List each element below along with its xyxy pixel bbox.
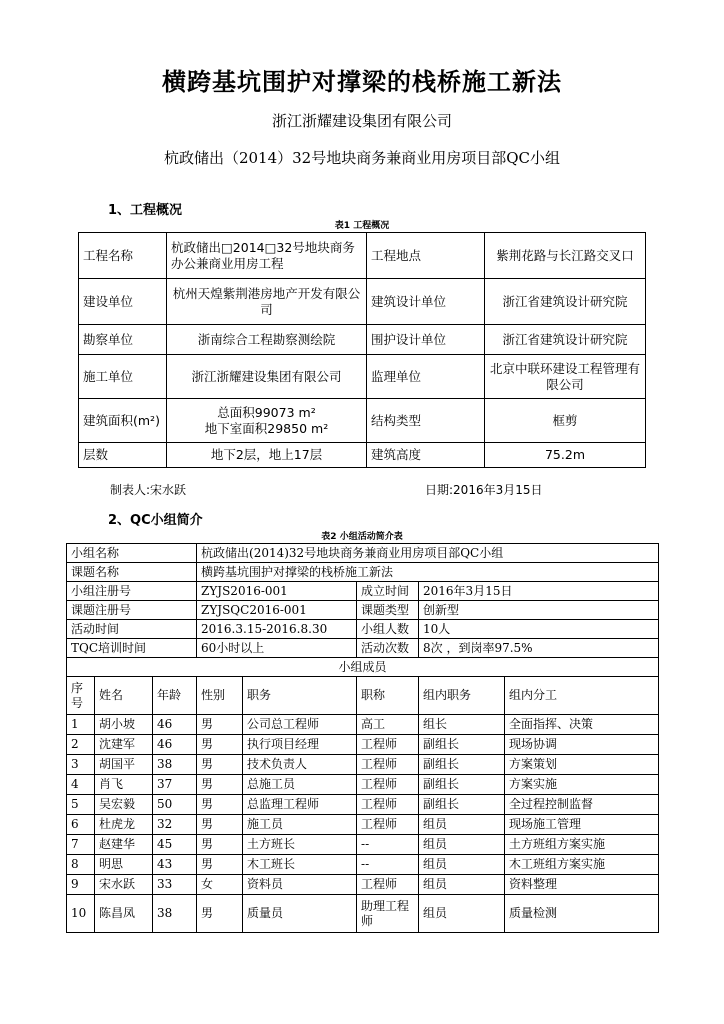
member-cell: 组员	[419, 855, 505, 875]
member-row	[67, 895, 659, 933]
member-cell: 43	[153, 855, 197, 875]
member-cell: 组员	[419, 895, 505, 933]
table-cell: 工程地点	[367, 233, 485, 279]
table-cell: 紫荆花路与长江路交叉口	[485, 233, 646, 279]
table-cell: 小组名称	[67, 544, 197, 563]
table-cell: 层数	[79, 443, 167, 468]
table-cell: 建筑设计单位	[367, 279, 485, 325]
member-cell: 总监理工程师	[243, 795, 357, 815]
table1-caption: 表1 工程概况	[334, 221, 390, 231]
member-cell: 资料员	[243, 875, 357, 895]
member-cell: 2	[67, 735, 95, 755]
member-cell: 副组长	[419, 775, 505, 795]
company-name: 浙江浙耀建设集团有限公司	[271, 112, 452, 130]
table-cell: 小组人数	[357, 620, 419, 639]
member-cell: 宋水跃	[95, 875, 153, 895]
member-cell: 9	[67, 875, 95, 895]
member-cell: 工程师	[357, 775, 419, 795]
project-overview-table	[78, 232, 646, 468]
table-row	[79, 443, 646, 468]
member-cell: 男	[197, 895, 243, 933]
table-cell: 75.2m	[485, 443, 646, 468]
table-row	[79, 399, 646, 443]
member-cell: 方案策划	[505, 755, 659, 775]
table-row	[67, 582, 659, 601]
member-cell: 现场协调	[505, 735, 659, 755]
table2-caption: 表2 小组活动简介表	[321, 532, 403, 542]
section-heading-qc: 2、QC小组简介	[108, 513, 203, 528]
member-cell: 7	[67, 835, 95, 855]
member-cell: 助理工程师	[357, 895, 419, 933]
member-cell: 组员	[419, 875, 505, 895]
table-cell: 成立时间	[357, 582, 419, 601]
member-cell: 副组长	[419, 735, 505, 755]
table-cell: ZYJS2016-001	[197, 582, 357, 601]
member-cell: 3	[67, 755, 95, 775]
member-cell: 质量检测	[505, 895, 659, 933]
table-cell: 课题名称	[67, 563, 197, 582]
table-cell: 杭政储出□2014□32号地块商务办公兼商业用房工程	[167, 233, 367, 279]
member-row	[67, 875, 659, 895]
member-cell: 高工	[357, 715, 419, 735]
member-row	[67, 715, 659, 735]
member-cell: 公司总工程师	[243, 715, 357, 735]
member-cell: 工程师	[357, 815, 419, 835]
member-row	[67, 835, 659, 855]
member-cell: 组员	[419, 835, 505, 855]
member-cell: 38	[153, 895, 197, 933]
header-cell: 性别	[197, 677, 243, 715]
table-cell: 浙江浙耀建设集团有限公司	[167, 355, 367, 399]
member-cell: 男	[197, 735, 243, 755]
member-cell: 组长	[419, 715, 505, 735]
table-cell: 创新型	[419, 601, 659, 620]
table-cell: 活动次数	[357, 639, 419, 658]
member-cell: 陈昌凤	[95, 895, 153, 933]
member-cell: 工程师	[357, 875, 419, 895]
table-row	[79, 355, 646, 399]
member-row	[67, 855, 659, 875]
table-cell: 2016.3.15-2016.8.30	[197, 620, 357, 639]
member-cell: 8	[67, 855, 95, 875]
table-row	[67, 658, 659, 677]
member-row	[67, 795, 659, 815]
member-cell: 5	[67, 795, 95, 815]
member-cell: 46	[153, 735, 197, 755]
member-cell: 木工班组方案实施	[505, 855, 659, 875]
member-row	[67, 815, 659, 835]
member-cell: 1	[67, 715, 95, 735]
table-cell: ZYJSQC2016-001	[197, 601, 357, 620]
table-cell: 浙南综合工程勘察测绘院	[167, 325, 367, 355]
preparer: 制表人:宋水跃	[110, 483, 187, 497]
table-cell: 杭政储出(2014)32号地块商务兼商业用房项目部QC小组	[197, 544, 659, 563]
member-cell: 全过程控制监督	[505, 795, 659, 815]
table-row	[67, 639, 659, 658]
table-cell: 2016年3月15日	[419, 582, 659, 601]
member-cell: 沈建军	[95, 735, 153, 755]
member-cell: 副组长	[419, 755, 505, 775]
member-row	[67, 775, 659, 795]
member-cell: 吴宏毅	[95, 795, 153, 815]
member-cell: 工程师	[357, 735, 419, 755]
member-cell: 38	[153, 755, 197, 775]
table-cell: 勘察单位	[79, 325, 167, 355]
qc-group-table	[66, 543, 659, 933]
table-row	[79, 279, 646, 325]
members-title: 小组成员	[67, 658, 659, 677]
table-cell: 工程名称	[79, 233, 167, 279]
table-cell: 结构类型	[367, 399, 485, 443]
member-cell: 10	[67, 895, 95, 933]
table-row	[67, 563, 659, 582]
table-cell: 建筑面积(m²)	[79, 399, 167, 443]
table-cell: 浙江省建筑设计研究院	[485, 325, 646, 355]
table-cell: 活动时间	[67, 620, 197, 639]
member-cell: 32	[153, 815, 197, 835]
header-cell: 姓名	[95, 677, 153, 715]
table-cell: 监理单位	[367, 355, 485, 399]
member-cell: 技术负责人	[243, 755, 357, 775]
member-cell: 46	[153, 715, 197, 735]
member-row	[67, 755, 659, 775]
table-cell: 围护设计单位	[367, 325, 485, 355]
member-cell: 胡小坡	[95, 715, 153, 735]
table-cell: 课题类型	[357, 601, 419, 620]
header-cell: 职务	[243, 677, 357, 715]
table-row	[79, 325, 646, 355]
member-cell: --	[357, 835, 419, 855]
section-heading-overview: 1、工程概况	[108, 203, 183, 218]
member-cell: 男	[197, 755, 243, 775]
member-cell: 37	[153, 775, 197, 795]
member-cell: 6	[67, 815, 95, 835]
header-cell: 职称	[357, 677, 419, 715]
member-cell: 50	[153, 795, 197, 815]
member-cell: 男	[197, 795, 243, 815]
header-cell: 年龄	[153, 677, 197, 715]
member-cell: 45	[153, 835, 197, 855]
member-cell: 木工班长	[243, 855, 357, 875]
member-cell: 工程师	[357, 755, 419, 775]
member-cell: 肖飞	[95, 775, 153, 795]
member-cell: 33	[153, 875, 197, 895]
member-cell: 胡国平	[95, 755, 153, 775]
table-header-row	[67, 677, 659, 715]
table-cell: 北京中联环建设工程管理有限公司	[485, 355, 646, 399]
member-cell: 方案实施	[505, 775, 659, 795]
member-cell: --	[357, 855, 419, 875]
table-cell: 杭州天煌紫荆港房地产开发有限公司	[167, 279, 367, 325]
qc-group-name: 杭政储出（2014）32号地块商务兼商业用房项目部QC小组	[163, 149, 561, 167]
date: 日期:2016年3月15日	[425, 483, 543, 497]
document-title: 横跨基坑围护对撑梁的栈桥施工新法	[162, 68, 562, 96]
member-cell: 质量员	[243, 895, 357, 933]
header-cell: 组内职务	[419, 677, 505, 715]
member-cell: 组员	[419, 815, 505, 835]
table-cell: 浙江省建筑设计研究院	[485, 279, 646, 325]
member-cell: 全面指挥、决策	[505, 715, 659, 735]
member-cell: 工程师	[357, 795, 419, 815]
member-cell: 总施工员	[243, 775, 357, 795]
table-cell: 框剪	[485, 399, 646, 443]
table-cell: 总面积99073 m² 地下室面积29850 m²	[167, 399, 367, 443]
member-cell: 执行项目经理	[243, 735, 357, 755]
table-cell: 8次 ，到岗率97.5%	[419, 639, 659, 658]
member-cell: 男	[197, 715, 243, 735]
table-row	[67, 601, 659, 620]
table-row	[79, 233, 646, 279]
table-cell: 建筑高度	[367, 443, 485, 468]
table-cell: 小组注册号	[67, 582, 197, 601]
member-cell: 副组长	[419, 795, 505, 815]
table-cell: 60小时以上	[197, 639, 357, 658]
member-cell: 男	[197, 815, 243, 835]
table-cell: 10人	[419, 620, 659, 639]
member-cell: 杜虎龙	[95, 815, 153, 835]
header-cell: 序号	[67, 677, 95, 715]
header-cell: 组内分工	[505, 677, 659, 715]
member-cell: 4	[67, 775, 95, 795]
member-cell: 赵建华	[95, 835, 153, 855]
table-cell: 建设单位	[79, 279, 167, 325]
table-row	[67, 544, 659, 563]
table-cell: TQC培训时间	[67, 639, 197, 658]
member-cell: 土方班组方案实施	[505, 835, 659, 855]
member-cell: 女	[197, 875, 243, 895]
member-cell: 施工员	[243, 815, 357, 835]
table-cell: 横跨基坑围护对撑梁的栈桥施工新法	[197, 563, 659, 582]
table-cell: 课题注册号	[67, 601, 197, 620]
member-rows	[67, 715, 659, 933]
member-cell: 土方班长	[243, 835, 357, 855]
member-cell: 资料整理	[505, 875, 659, 895]
table-row	[67, 620, 659, 639]
member-cell: 男	[197, 855, 243, 875]
member-row	[67, 735, 659, 755]
member-cell: 男	[197, 835, 243, 855]
member-cell: 明思	[95, 855, 153, 875]
table-cell: 施工单位	[79, 355, 167, 399]
table-cell: 地下2层，地上17层	[167, 443, 367, 468]
member-cell: 男	[197, 775, 243, 795]
member-cell: 现场施工管理	[505, 815, 659, 835]
